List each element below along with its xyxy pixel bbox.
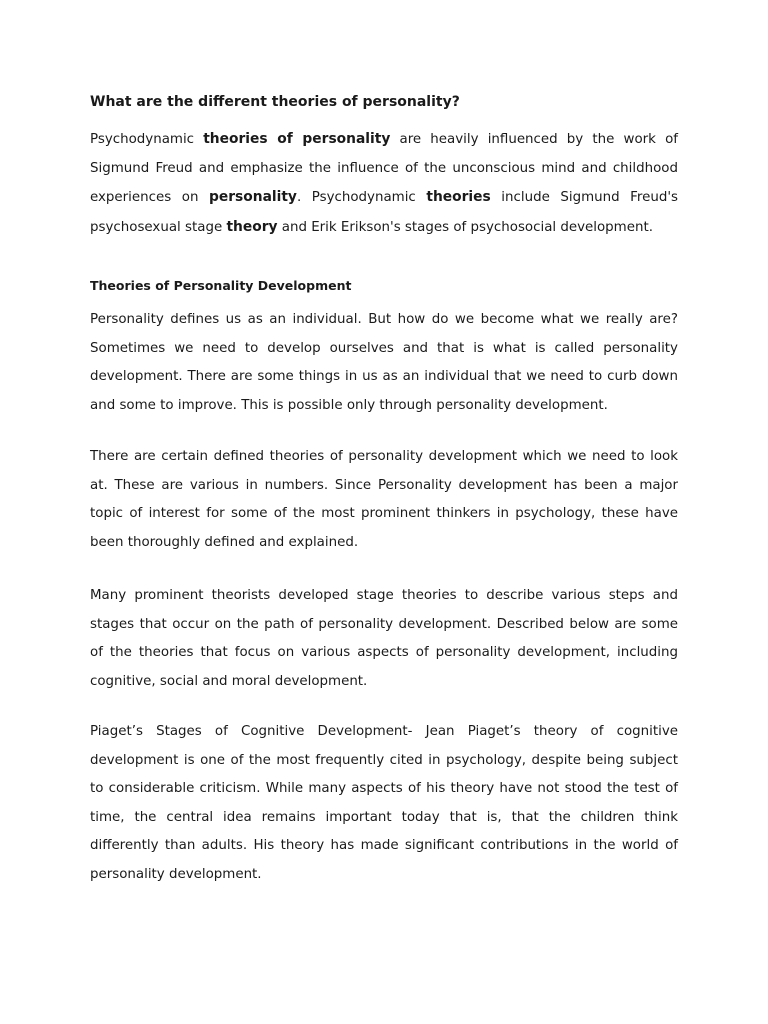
intro-paragraph <box>90 125 678 242</box>
intro-bold-3: theories <box>426 189 491 205</box>
intro-bold-4: theory <box>226 218 278 235</box>
intro-text-1: Psychodynamic <box>90 132 204 147</box>
body-paragraph-4: Piaget’s Stages of Cognitive Development- Jean Piaget’s theory of cognitive development is one of the most frequently cited in psychology, despite being subject to considerable criticism. While many aspects of his theory have not stood the test of time, the central idea remains important today that is, that the children think differently than adults. His theory has made significant contributions in the world of personality development. <box>90 724 678 882</box>
body-paragraph-1: Personality defines us as an individual. But how do we become what we really are? Sometimes we need to develop ourselves and that is what is called personality development. There are some things in us as an individual that we need to curb down and some to improve. This is possible only through personality development. <box>90 312 678 413</box>
intro-bold-1: theories of personality <box>203 131 391 147</box>
intro-text-2: are heavily influenced by the work of Sigmund Freud and emphasize the influence of the unconscious mind and childhood experiences on <box>90 132 678 205</box>
intro-text-3: . Psychodynamic <box>296 190 427 205</box>
intro-bold-2: personality <box>209 189 297 205</box>
body-paragraph-3: Many prominent theorists developed stage theories to describe various steps and stages that occur on the path of personality development. Described below are some of the theories that focus on various aspects of personality development, including cognitive, social and moral development. <box>90 588 678 689</box>
intro-text-5: and Erik Erikson's stages of psychosocial development. <box>277 219 653 235</box>
page-title: What are the different theories of personality? <box>90 94 460 110</box>
body-paragraph-2: There are certain defined theories of personality development which we need to look at. These are various in numbers. Since Personality development has been a major topic of interest for some of the most prominent thinkers in psychology, these have been thoroughly defined and explained. <box>90 449 678 550</box>
intro-text-4: include Sigmund Freud's psychosexual stage <box>90 190 678 235</box>
section-heading: Theories of Personality Development <box>90 278 352 293</box>
